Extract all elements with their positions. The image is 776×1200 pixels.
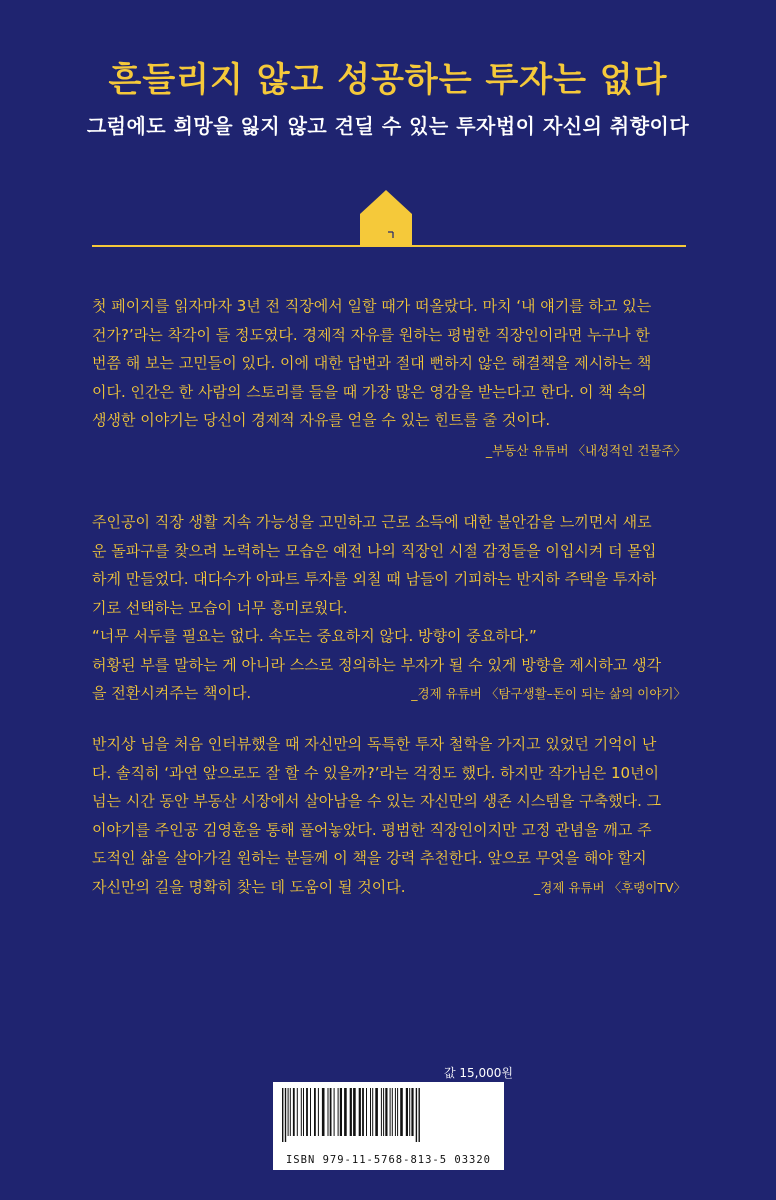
endorsement-line: 이야기를 주인공 김영훈을 통해 풀어놓았다. 평범한 직장인이지만 고정 관념을 깨고 주 [92,820,652,839]
endorsement-line-text: 자신만의 길을 명확히 찾는 데 도움이 될 것이다. [92,877,406,896]
barcode-bar [301,1088,302,1136]
endorsement-line-last [92,873,686,902]
cover-title: 흔들리지 않고 성공하는 투자는 없다 [108,60,668,100]
endorsement-line: 기로 선택하는 모습이 너무 흥미로웠다. [92,598,348,617]
barcode-bar [397,1088,398,1136]
barcode-bar [330,1088,332,1136]
barcode-bars [280,1088,497,1142]
endorsement-line: 허황된 부를 말하는 게 아니라 스스로 정의하는 부자가 될 수 있게 방향을 제시하고 생각 [92,655,662,674]
barcode-bar [416,1088,417,1142]
barcode-bar [328,1088,329,1136]
isbn-number: ISBN 979-11-5768-813-5 03320 [285,1154,491,1166]
barcode-bar [297,1088,298,1136]
endorsement-attribution: _경제 유튜버 〈탐구생활–돈이 되는 삶의 이야기〉 [411,686,686,701]
barcode-bar [385,1088,387,1136]
house-divider [92,180,686,252]
barcode-bar [366,1088,367,1136]
price-label: 값 15,000원 [444,1066,513,1080]
barcode-bar [411,1088,413,1136]
barcode-bar [381,1088,382,1136]
barcode-bar [344,1088,347,1136]
endorsement-line: 넘는 시간 동안 부동산 시장에서 살아남을 수 있는 자신만의 생존 시스템을 구축했다. 그 [92,792,662,810]
barcode-bar [372,1088,373,1136]
endorsement-line: 도적인 삶을 살아가길 원하는 분들께 이 책을 강력 추천한다. 앞으로 무엇을 해야 할지 [92,849,647,867]
barcode-bar [409,1088,410,1136]
endorsement-line: 이다. 인간은 한 사람의 스토리를 들을 때 가장 많은 영감을 받는다고 한다. 이 책 속의 [92,382,647,401]
endorsement-2 [92,508,686,709]
endorsement-quote: “너무 서두를 필요는 없다. 속도는 중요하지 않다. 방향이 중요하다.” [92,627,537,645]
barcode-bar [314,1088,316,1136]
barcode-bar [370,1088,371,1136]
endorsement-line: 건가?’라는 착각이 들 정도였다. 경제적 자유를 원하는 평범한 직장인이라면 누구나 한 [92,325,650,344]
barcode-bar [383,1088,384,1136]
endorsement-line-last [92,679,686,708]
endorsement-line: 생생한 이야기는 당신이 경제적 자유를 얻을 수 있는 힌트를 줄 것이다. [92,411,551,429]
endorsement-line: 번쯤 해 보는 고민들이 있다. 이에 대한 답변과 절대 뻔하지 않은 해결책을 제시하는 책 [92,354,652,372]
barcode-bar [285,1088,286,1142]
endorsement-line-text: 을 전환시켜주는 책이다. [92,684,252,702]
endorsement-3 [92,730,686,902]
barcode-bar [310,1088,311,1136]
barcode-bar [406,1088,408,1136]
barcode-bar [392,1088,393,1136]
endorsement-attribution: _부동산 유튜버 〈내성적인 건물주〉 [485,442,686,458]
barcode-bar [303,1088,304,1136]
house-icon [92,180,686,252]
barcode-bar [353,1088,356,1136]
barcode-bar [288,1088,289,1136]
barcode-bar [318,1088,319,1136]
barcode-bar [306,1088,308,1136]
barcode-bar [334,1088,335,1136]
barcode-bar [338,1088,339,1136]
endorsement-line: 반지상 님을 처음 인터뷰했을 때 자신만의 독특한 투자 철학을 가지고 있었던 기억이 난 [92,735,657,753]
cover-subtitle: 그럼에도 희망을 잃지 않고 견딜 수 있는 투자법이 자신의 취향이다 [86,114,690,138]
barcode-bar [322,1088,325,1136]
barcode-bar [390,1088,391,1136]
barcode-bar [400,1088,403,1136]
endorsement-line: 다. 솔직히 ‘과연 앞으로도 잘 할 수 있을까?’라는 걱정도 했다. 하지만 작가님은 10년이 [92,763,660,782]
endorsement-line: 운 돌파구를 찾으려 노력하는 모습은 예전 나의 직장인 시절 감정들을 이입시켜 더 몰입 [92,541,657,560]
isbn-barcode [273,1082,504,1170]
barcode-bar [282,1088,283,1142]
house-shape [360,190,412,246]
barcode-bar [359,1088,361,1136]
barcode-bar [375,1088,378,1136]
barcode-bar [419,1088,420,1142]
barcode-bar [395,1088,396,1136]
endorsement-attribution: _경제 유튜버 〈후랭이TV〉 [534,879,686,895]
endorsement-line: 첫 페이지를 읽자마자 3년 전 직장에서 일할 때가 떠올랐다. 마치 ‘내 얘기를 하고 있는 [92,297,652,315]
endorsement-line: 하게 만들었다. 대다수가 아파트 투자를 외칠 때 남들이 기피하는 반지하 주택을 투자하 [92,570,657,588]
barcode-bar [290,1088,291,1136]
endorsement-line: 주인공이 직장 생활 지속 가능성을 고민하고 근로 소득에 대한 불안감을 느끼면서 새로 [92,513,652,531]
barcode-bar [362,1088,364,1136]
barcode-bar [350,1088,352,1136]
barcode-bar [293,1088,295,1136]
barcode-bar [340,1088,342,1136]
endorsement-1 [92,292,686,465]
